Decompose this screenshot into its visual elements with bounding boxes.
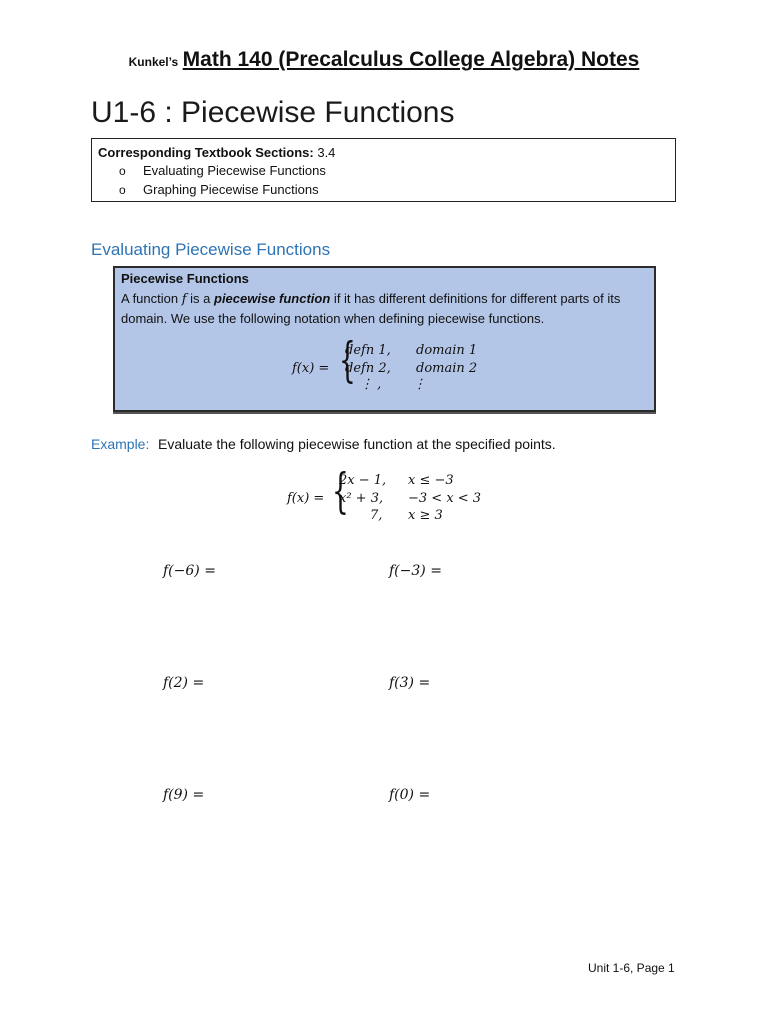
- evaluation-prompt: f(−6) =: [163, 563, 216, 579]
- textbook-sections-box: [91, 138, 676, 202]
- course-header: [0, 48, 768, 72]
- example-condition: x ≤ −3: [408, 473, 454, 488]
- definition-domain: ⋮: [413, 377, 426, 392]
- textbook-sections-heading: [98, 145, 335, 160]
- example-condition: x ≥ 3: [408, 508, 443, 523]
- bullet-icon: o: [119, 183, 126, 197]
- definition-defn: ⋮ ,: [360, 377, 382, 392]
- definition-text: A function f is a piecewise function if it has different definitions for different parts of its domain. We use the following notation when defining piecewise functions.: [121, 291, 621, 326]
- author-label: Kunkel’s: [128, 55, 179, 69]
- example-lhs: f(x) =: [287, 491, 325, 506]
- textbook-item: Graphing Piecewise Functions: [143, 182, 319, 197]
- definition-term: piecewise function: [214, 291, 331, 306]
- definition-domain: domain 2: [416, 361, 478, 376]
- evaluation-prompt: f(2) =: [163, 675, 205, 691]
- textbook-item: Evaluating Piecewise Functions: [143, 163, 326, 178]
- example-expr: x² + 3,: [339, 491, 384, 506]
- definition-lhs: f(x) =: [292, 361, 330, 376]
- definition-box: [113, 266, 656, 412]
- left-brace: {: [339, 332, 356, 388]
- definition-defn: defn 2,: [345, 361, 391, 376]
- evaluation-prompt: f(3) =: [389, 675, 431, 691]
- definition-defn: defn 1,: [345, 343, 391, 358]
- example-expr: 7,: [370, 508, 383, 523]
- example-text: Evaluate the following piecewise function at the specified points.: [158, 436, 556, 452]
- definition-domain: domain 1: [416, 343, 478, 358]
- textbook-sections-number: 3.4: [317, 145, 336, 160]
- bullet-icon: o: [119, 164, 126, 178]
- evaluation-prompt: f(9) =: [163, 787, 205, 803]
- evaluation-prompt: f(0) =: [389, 787, 431, 803]
- textbook-sections-label: Corresponding Textbook Sections:: [98, 145, 314, 160]
- left-brace: {: [332, 463, 349, 519]
- example-label: Example:: [91, 436, 150, 452]
- section-heading: Evaluating Piecewise Functions: [91, 240, 331, 259]
- evaluation-prompt: f(−3) =: [389, 563, 442, 579]
- page-title: U1-6 : Piecewise Functions: [91, 96, 455, 129]
- course-title: Math 140 (Precalculus College Algebra) Notes: [182, 48, 640, 71]
- function-symbol: f: [181, 292, 187, 307]
- example-expr: 2x − 1,: [339, 473, 387, 488]
- page-footer: Unit 1-6, Page 1: [588, 961, 675, 975]
- example-condition: −3 < x < 3: [408, 491, 482, 506]
- definition-title: Piecewise Functions: [121, 271, 249, 286]
